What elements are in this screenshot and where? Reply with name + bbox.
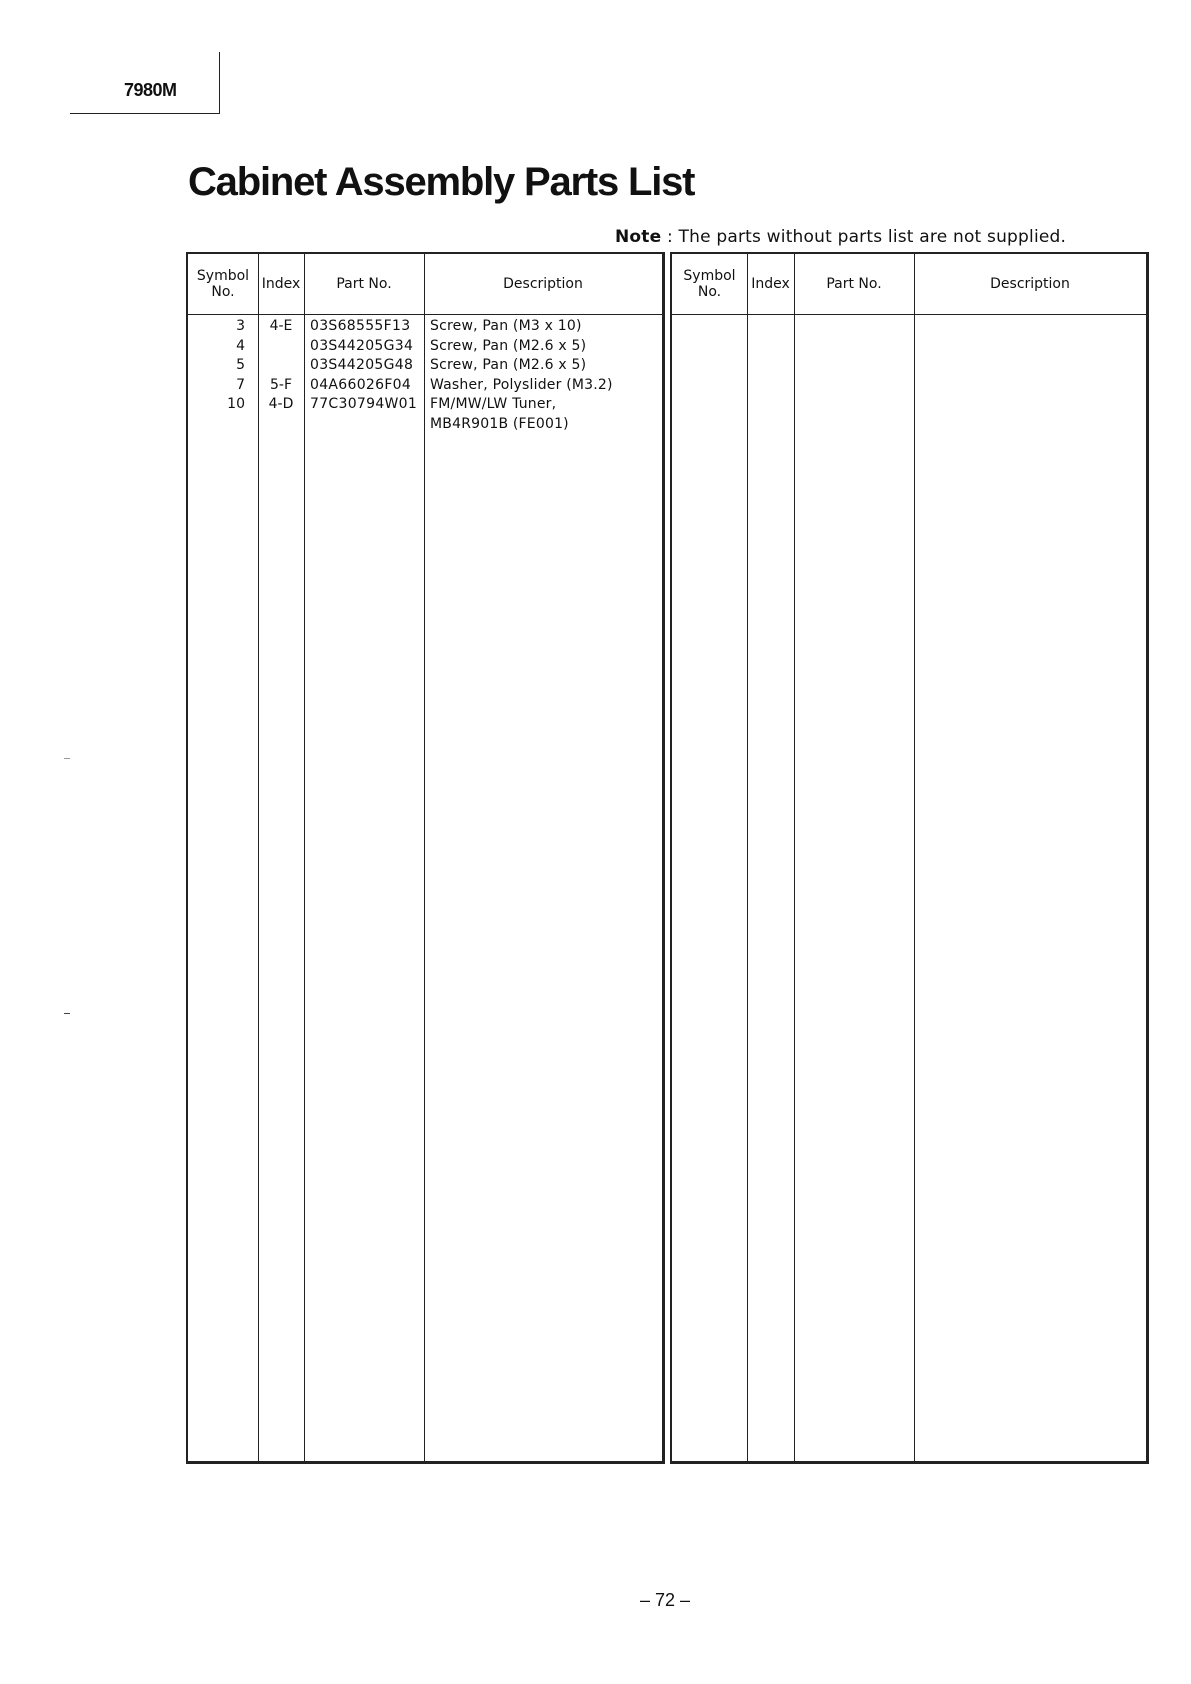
table-row — [188, 356, 662, 376]
cell-symbol: 4 — [236, 337, 245, 354]
table-row — [188, 415, 662, 435]
note-text: : The parts without parts list are not supplied. — [666, 227, 1067, 247]
cell-description: FM/MW/LW Tuner, — [430, 396, 557, 412]
cell-description: Washer, Polyslider (M3.2) — [430, 376, 613, 393]
table-row — [188, 337, 662, 357]
cell-index: 5-F — [269, 376, 292, 393]
column-divider — [424, 254, 425, 1461]
header-symbol-line1: Symbol — [683, 268, 736, 284]
cell-description: Screw, Pan (M3 x 10) — [430, 318, 582, 334]
column-divider — [258, 254, 259, 1461]
header-index: Index — [751, 276, 790, 292]
cell-description: Screw, Pan (M2.6 x 5) — [430, 337, 587, 354]
parts-table-left — [186, 252, 665, 1464]
header-part-no: Part No. — [336, 276, 392, 292]
table-row — [188, 317, 662, 337]
header-symbol-line1: Symbol — [196, 268, 250, 284]
column-divider — [304, 254, 305, 1461]
margin-mark — [64, 1013, 70, 1014]
header-description: Description — [503, 276, 583, 292]
model-code: 7980M — [124, 80, 177, 100]
header-description: Description — [990, 276, 1070, 292]
parts-table-right — [670, 252, 1149, 1464]
header-symbol-no — [672, 254, 747, 314]
header-symbol-line2: No. — [697, 284, 722, 300]
header-symbol-no — [188, 254, 258, 314]
cell-part-no: 77C30794W01 — [310, 396, 418, 412]
cell-symbol: 7 — [236, 376, 245, 393]
cell-symbol: 5 — [236, 357, 245, 373]
margin-mark — [64, 758, 70, 759]
header-part-no: Part No. — [826, 276, 882, 292]
column-divider — [747, 254, 748, 1461]
cell-description: MB4R901B (FE001) — [430, 415, 569, 432]
cell-symbol: 3 — [236, 318, 245, 334]
header-index: Index — [261, 276, 301, 292]
table-row — [188, 376, 662, 396]
note-label: Note — [615, 227, 662, 247]
column-divider — [914, 254, 915, 1461]
cell-description: Screw, Pan (M2.6 x 5) — [430, 357, 587, 373]
model-code-tab — [70, 52, 220, 114]
table-row — [188, 395, 662, 415]
cell-part-no: 03S68555F13 — [310, 318, 411, 334]
header-symbol-line2: No. — [211, 284, 235, 300]
page-title: Cabinet Assembly Parts List — [188, 160, 695, 204]
header-divider — [188, 314, 662, 315]
page-number: – 72 – — [639, 1590, 691, 1610]
supply-note — [615, 227, 1066, 247]
cell-index: 4-E — [269, 318, 293, 334]
cell-part-no: 03S44205G48 — [310, 357, 414, 373]
cell-part-no: 03S44205G34 — [310, 337, 414, 354]
header-divider — [672, 314, 1146, 315]
cell-symbol: 10 — [227, 396, 245, 412]
column-divider — [794, 254, 795, 1461]
cell-part-no: 04A66026F04 — [310, 376, 412, 393]
cell-index: 4-D — [268, 396, 294, 412]
